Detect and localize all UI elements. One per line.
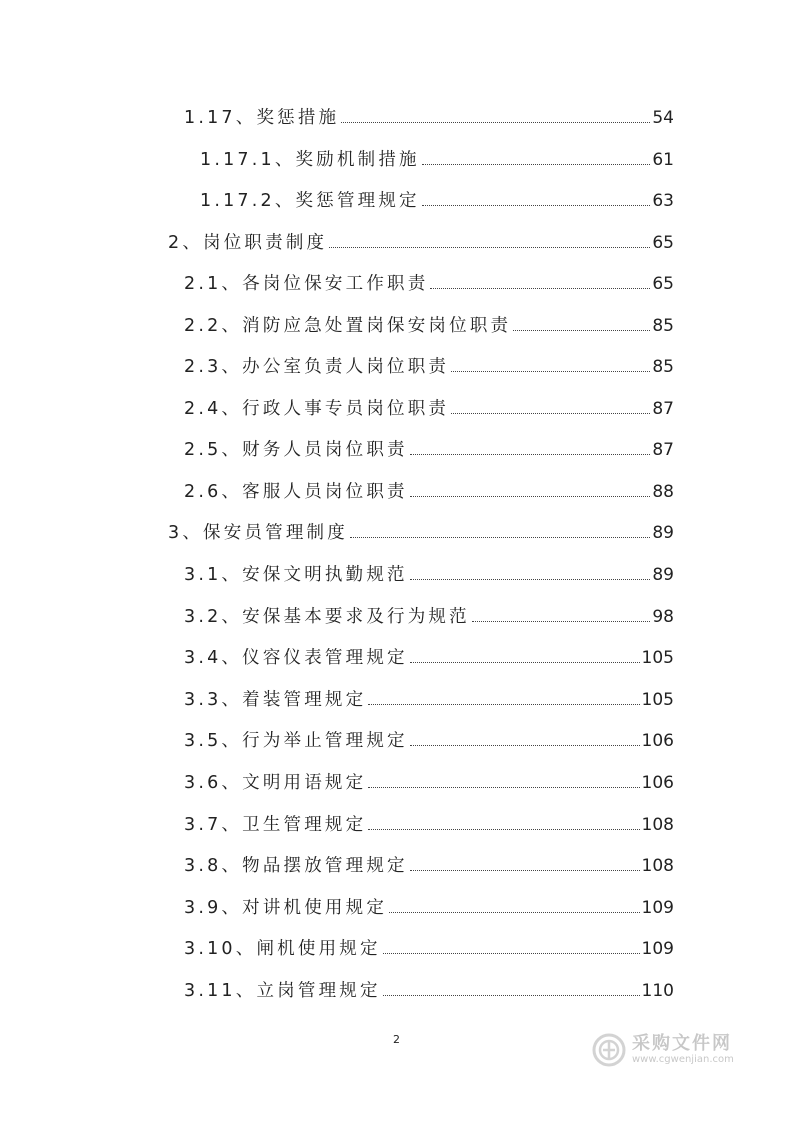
toc-entry-title: 3.10、闸机使用规定 [184,939,381,959]
toc-entry[interactable] [184,646,674,670]
toc-entry[interactable] [184,314,674,338]
toc-entry[interactable] [184,979,674,1003]
toc-entry-page: 61 [652,150,674,170]
dot-leader [422,204,651,206]
dot-leader [451,370,650,372]
dot-leader [513,329,650,331]
toc-entry-page: 85 [652,357,674,377]
dot-leader [410,495,651,497]
toc-entry-page: 108 [641,856,674,876]
toc-entry[interactable] [184,106,674,130]
toc-entry[interactable] [184,438,674,462]
watermark [592,1030,752,1070]
toc-entry[interactable] [200,189,674,213]
dot-leader [410,869,640,871]
dot-leader [430,287,650,289]
toc-entry-page: 98 [652,607,674,627]
toc-entry-title: 3.4、仪容仪表管理规定 [184,648,408,668]
toc-entry-page: 87 [652,440,674,460]
toc-entry[interactable] [184,272,674,296]
toc-entry[interactable] [184,771,674,795]
toc-entry-title: 3、保安员管理制度 [168,523,348,543]
toc-entry-title: 3.9、对讲机使用规定 [184,898,388,918]
dot-leader [410,578,651,580]
toc-entry[interactable] [200,148,674,172]
toc-entry-page: 88 [652,482,674,502]
toc-entry-title: 3.7、卫生管理规定 [184,815,367,835]
toc-entry-page: 109 [641,939,674,959]
toc-entry-title: 3.8、物品摆放管理规定 [184,856,408,876]
toc-entry-title: 1.17.2、奖惩管理规定 [200,191,420,211]
toc-entry-title: 2.5、财务人员岗位职责 [184,440,408,460]
toc-entry[interactable] [168,231,674,255]
toc-entry[interactable] [184,813,674,837]
page-number: 2 [393,1033,400,1046]
dot-leader [350,536,650,538]
toc-entry[interactable] [168,521,674,545]
toc-entry-page: 65 [652,233,674,253]
toc-entry-page: 106 [641,731,674,751]
toc-entry-title: 2、岗位职责制度 [168,233,328,253]
toc-entry-title: 3.1、安保文明执勤规范 [184,565,408,585]
dot-leader [341,121,650,123]
toc-entry-title: 3.6、文明用语规定 [184,773,367,793]
toc-entry-page: 105 [641,690,674,710]
dot-leader [368,703,639,705]
cgwenjian-logo-icon [592,1033,626,1067]
dot-leader [368,786,639,788]
toc-entry-page: 108 [641,815,674,835]
toc-entry-page: 105 [641,648,674,668]
toc-entry-page: 85 [652,316,674,336]
toc-entry-page: 89 [652,523,674,543]
dot-leader [368,828,639,830]
dot-leader [410,453,651,455]
toc-entry-title: 2.1、各岗位保安工作职责 [184,274,429,294]
toc-entry-title: 3.11、立岗管理规定 [184,981,381,1001]
dot-leader [422,163,651,165]
toc-entry-title: 2.2、消防应急处置岗保安岗位职责 [184,316,512,336]
toc-entry-title: 3.3、着装管理规定 [184,690,367,710]
toc-entry[interactable] [184,563,674,587]
dot-leader [410,661,640,663]
toc-entry-title: 3.5、行为举止管理规定 [184,731,408,751]
dot-leader [472,620,651,622]
watermark-url: www.cgwenjian.com [632,1054,734,1065]
toc-entry-title: 1.17、奖惩措施 [184,108,340,128]
toc-entry-page: 106 [641,773,674,793]
dot-leader [389,911,640,913]
toc-entry[interactable] [184,355,674,379]
dot-leader [410,744,640,746]
toc-entry-title: 1.17.1、奖励机制措施 [200,150,420,170]
toc-entry-page: 87 [652,399,674,419]
toc-entry[interactable] [184,854,674,878]
toc-entry-page: 54 [652,108,674,128]
toc-entry[interactable] [184,937,674,961]
dot-leader [451,412,650,414]
toc-entry-page: 109 [641,898,674,918]
dot-leader [383,994,640,996]
toc-entry[interactable] [184,480,674,504]
toc-entry[interactable] [184,896,674,920]
toc-entry-title: 2.3、办公室负责人岗位职责 [184,357,450,377]
toc-entry-title: 2.4、行政人事专员岗位职责 [184,399,450,419]
dot-leader [329,246,650,248]
toc-entry[interactable] [184,605,674,629]
toc-entry[interactable] [184,729,674,753]
dot-leader [383,952,640,954]
toc-entry-page: 63 [652,191,674,211]
toc-entry-page: 65 [652,274,674,294]
toc-entry-page: 89 [652,565,674,585]
toc-entry-title: 3.2、安保基本要求及行为规范 [184,607,470,627]
toc-entry[interactable] [184,688,674,712]
watermark-title: 采购文件网 [632,1033,732,1054]
toc-entry-page: 110 [641,981,674,1001]
toc-entry[interactable] [184,397,674,421]
toc-entry-title: 2.6、客服人员岗位职责 [184,482,408,502]
